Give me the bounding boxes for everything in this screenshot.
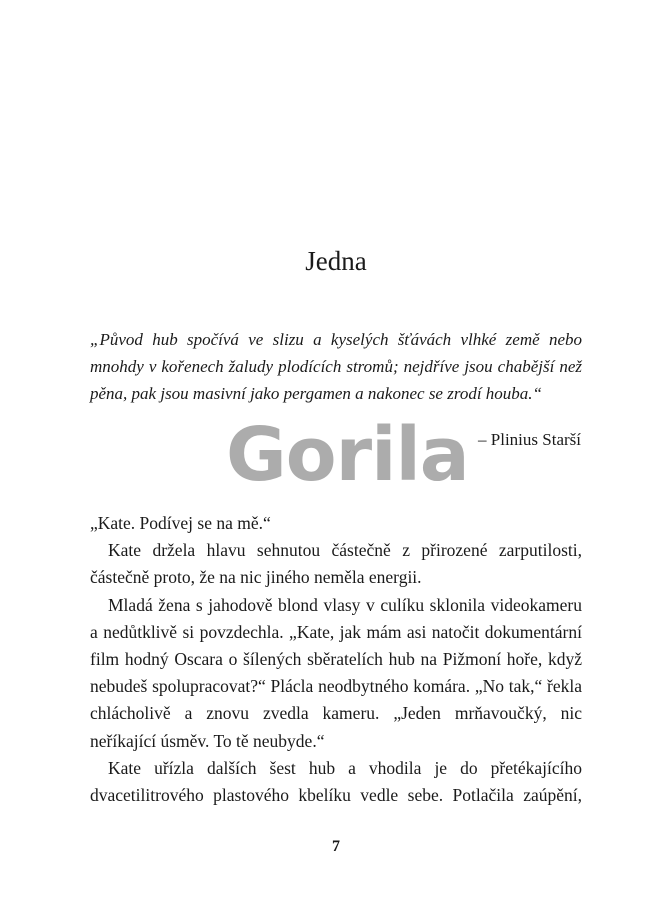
paragraph-2: Kate držela hlavu sehnutou částečně z přirozené zarputilosti, částečně proto, že na nic jiného neměla energii.: [90, 540, 582, 588]
chapter-body: [90, 510, 582, 809]
chapter-title: Jedna: [305, 246, 367, 276]
paragraph-4: Kate uřízla dalších šest hub a vhodila je do přetékajícího dvacetilitrového plastového kbelíku vedle sebe. Potlačila zaúpění,: [90, 757, 582, 806]
paragraph-3: Mladá žena s jahodově blond vlasy v culíku sklonila videokameru a nedůtklivě si povzdechla. „Kate, jak mám asi natočit dokumentární film hodný Oscara o šílených sběratelích hub na Pižmoní hoře, když nebudeš spolupracovat?“ Plácla neodbytného komára. „No tak,“ řekla chlácholivě a znovu zvedla kameru. „Jeden mrňavoučký, nic neříkající úsměv. To tě neubyde.“: [90, 594, 582, 751]
epigraph-attribution: – Plinius Starší: [478, 430, 581, 449]
page-number: 7: [332, 838, 340, 855]
paragraph-1: „Kate. Podívej se na mě.“: [90, 513, 271, 533]
epigraph-quote: „Původ hub spočívá ve slizu a kyselých šťávách vlhké země nebo mnohdy v kořenech žaludy plodících stromů; nejdříve jsou chabější než pěna, pak jsou masivní jako pergamen a nakonec se zrodí houba.“: [90, 330, 582, 403]
gorila-watermark-logo: Gorila: [226, 412, 469, 498]
